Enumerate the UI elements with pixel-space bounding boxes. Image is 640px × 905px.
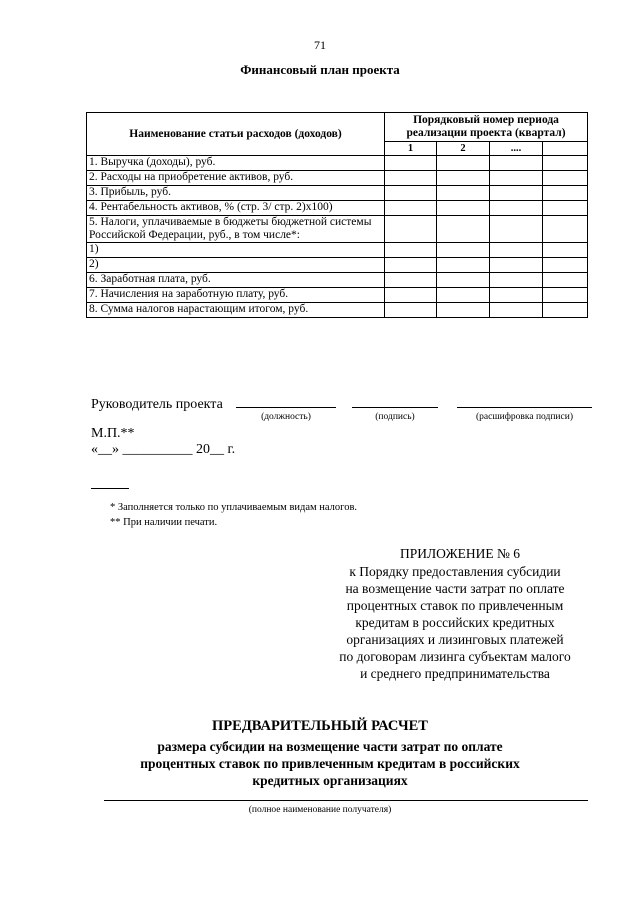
value-cell[interactable] (543, 171, 588, 186)
value-cell[interactable] (543, 243, 588, 258)
table-row (87, 201, 588, 216)
table-row (87, 303, 588, 318)
table-row (87, 243, 588, 258)
row-label: 6. Заработная плата, руб. (87, 273, 385, 288)
period-col-3: .... (490, 142, 543, 156)
signature-label: Руководитель проекта (91, 397, 223, 412)
annex-title: ПРИЛОЖЕНИЕ № 6 (400, 546, 521, 561)
value-cell[interactable] (385, 171, 437, 186)
row-label: 2) (87, 258, 385, 273)
footnote-divider (91, 488, 129, 489)
annex-line: и среднего предпринимательства (360, 666, 550, 681)
value-cell[interactable] (543, 156, 588, 171)
value-cell[interactable] (385, 273, 437, 288)
value-cell[interactable] (490, 243, 543, 258)
period-col-1: 1 (385, 142, 437, 156)
annex-body (320, 563, 590, 682)
table-row (87, 273, 588, 288)
table-row (87, 216, 588, 243)
footnote-taxes: * Заполняется только по уплачиваемым видам налогов. (110, 502, 358, 513)
calculation-subtitle (110, 738, 550, 789)
annex-line: к Порядку предоставления субсидии (349, 564, 561, 579)
row-label: 4. Рентабельность активов, % (стр. 3/ стр. 2)x100) (87, 201, 385, 216)
row-label: 3. Прибыль, руб. (87, 186, 385, 201)
row-label: 2. Расходы на приобретение активов, руб. (87, 171, 385, 186)
value-cell[interactable] (543, 288, 588, 303)
table-row (87, 288, 588, 303)
value-cell[interactable] (490, 171, 543, 186)
value-cell[interactable] (543, 186, 588, 201)
calculation-title: ПРЕДВАРИТЕЛЬНЫЙ РАСЧЕТ (212, 718, 428, 734)
table-header-expense: Наименование статьи расходов (доходов) (87, 113, 385, 156)
period-col-2: 2 (437, 142, 490, 156)
row-label: 1. Выручка (доходы), руб. (87, 156, 385, 171)
signature-line[interactable] (352, 407, 438, 408)
table-row (87, 156, 588, 171)
annex-line: на возмещение части затрат по оплате (345, 581, 565, 596)
value-cell[interactable] (437, 171, 490, 186)
value-cell[interactable] (490, 258, 543, 273)
subtitle-line: кредитных организациях (252, 773, 408, 788)
value-cell[interactable] (437, 288, 490, 303)
value-cell[interactable] (437, 243, 490, 258)
page-number: 71 (314, 38, 326, 52)
subtitle-line: размера субсидии на возмещение части затрат по оплате (157, 739, 503, 754)
annex-line: процентных ставок по привлеченным (346, 598, 564, 613)
value-cell[interactable] (437, 186, 490, 201)
period-col-4 (543, 142, 588, 156)
position-line[interactable] (236, 407, 336, 408)
value-cell[interactable] (385, 243, 437, 258)
value-cell[interactable] (490, 273, 543, 288)
value-cell[interactable] (490, 156, 543, 171)
value-cell[interactable] (543, 201, 588, 216)
value-cell[interactable] (437, 156, 490, 171)
table-row (87, 258, 588, 273)
footnote-stamp: ** При наличии печати. (110, 517, 218, 528)
signature-caption: (подпись) (375, 412, 415, 422)
value-cell[interactable] (437, 258, 490, 273)
value-cell[interactable] (385, 303, 437, 318)
row-label: 5. Налоги, уплачиваемые в бюджеты бюджетной системы Российской Федерации, руб., в том числе*: (87, 216, 385, 243)
date-line: «__» __________ 20__ г. (91, 442, 236, 457)
annex-line: по договорам лизинга субъектам малого (339, 649, 571, 664)
name-decoding-caption: (расшифровка подписи) (476, 412, 573, 422)
value-cell[interactable] (543, 258, 588, 273)
value-cell[interactable] (437, 216, 490, 243)
subtitle-line: процентных ставок по привлеченным кредитам в российских (140, 756, 520, 771)
value-cell[interactable] (385, 288, 437, 303)
value-cell[interactable] (437, 303, 490, 318)
value-cell[interactable] (543, 216, 588, 243)
row-label: 1) (87, 243, 385, 258)
value-cell[interactable] (543, 273, 588, 288)
value-cell[interactable] (437, 201, 490, 216)
name-decoding-line[interactable] (457, 407, 592, 408)
stamp-label: М.П.** (91, 426, 135, 441)
plan-title: Финансовый план проекта (240, 62, 400, 77)
value-cell[interactable] (490, 303, 543, 318)
table-row (87, 186, 588, 201)
table-row (87, 171, 588, 186)
row-label: 8. Сумма налогов нарастающим итогом, руб. (87, 303, 385, 318)
value-cell[interactable] (490, 216, 543, 243)
value-cell[interactable] (385, 186, 437, 201)
value-cell[interactable] (437, 273, 490, 288)
annex-line: кредитам в российских кредитных (355, 615, 555, 630)
annex-line: организациях и лизинговых платежей (346, 632, 564, 647)
position-caption: (должность) (261, 412, 311, 422)
row-label: 7. Начисления на заработную плату, руб. (87, 288, 385, 303)
value-cell[interactable] (385, 258, 437, 273)
value-cell[interactable] (490, 186, 543, 201)
financial-plan-table (86, 112, 588, 318)
table-header-period: Порядковый номер периода реализации проекта (квартал) (385, 113, 588, 142)
value-cell[interactable] (385, 201, 437, 216)
value-cell[interactable] (490, 288, 543, 303)
value-cell[interactable] (385, 216, 437, 243)
value-cell[interactable] (490, 201, 543, 216)
value-cell[interactable] (543, 303, 588, 318)
recipient-name-line[interactable] (104, 800, 588, 801)
recipient-caption: (полное наименование получателя) (248, 805, 392, 815)
value-cell[interactable] (385, 156, 437, 171)
